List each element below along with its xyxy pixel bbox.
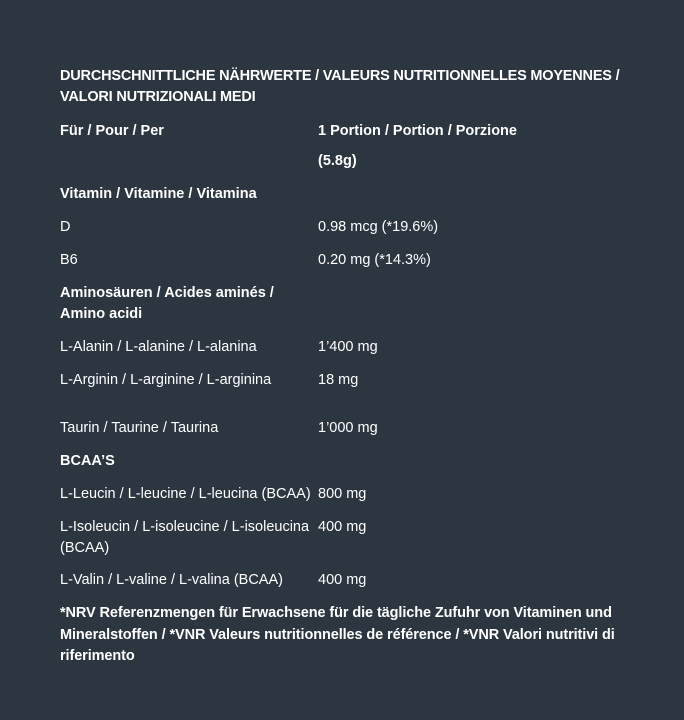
section-amino bbox=[60, 283, 640, 325]
portion-label: 1 Portion / Portion / Porzione bbox=[318, 123, 517, 139]
nutrient-row-isoleucin bbox=[60, 517, 640, 559]
section-vitamin bbox=[60, 184, 640, 205]
nutrient-name: L-Arginin / L-arginine / L-arginina bbox=[60, 372, 272, 388]
section-amino-label: Aminosäuren / Acides aminés / Amino acidi bbox=[60, 285, 274, 322]
nutrient-name: L-Alanin / L-alanine / L-alanina bbox=[60, 339, 257, 355]
nutrient-value: 0.98 mcg (*19.6%) bbox=[318, 219, 439, 235]
nutrient-row-leucin bbox=[60, 484, 640, 505]
per-label: Für / Pour / Per bbox=[60, 123, 164, 139]
section-bcaa bbox=[60, 451, 640, 472]
nutrient-name: B6 bbox=[60, 252, 78, 268]
nutrient-name: L-Isoleucin / L-isoleucine / L-isoleucina (BCAA) bbox=[60, 519, 310, 556]
nutrient-row-arginin bbox=[60, 370, 640, 391]
nutrient-value: 400 mg bbox=[318, 572, 367, 588]
nutrient-name: Taurin / Taurine / Taurina bbox=[60, 420, 219, 436]
portion-weight: (5.8g) bbox=[318, 153, 357, 169]
nutrient-value: 400 mg bbox=[318, 519, 367, 535]
nutrient-value: 1’400 mg bbox=[318, 339, 378, 355]
section-vitamin-label: Vitamin / Vitamine / Vitamina bbox=[60, 186, 257, 202]
nutrient-row-taurin bbox=[60, 418, 640, 439]
nutrient-value: 1’000 mg bbox=[318, 420, 378, 436]
nutrient-row-d bbox=[60, 217, 640, 238]
nutrient-value: 800 mg bbox=[318, 486, 367, 502]
nutrient-name: L-Leucin / L-leucine / L-leucina (BCAA) bbox=[60, 486, 311, 502]
nutrient-row-valin bbox=[60, 570, 640, 591]
portion-weight-row bbox=[60, 151, 640, 172]
header-row bbox=[60, 121, 640, 142]
nutrient-name: L-Valin / L-valine / L-valina (BCAA) bbox=[60, 572, 283, 588]
nutrient-value: 0.20 mg (*14.3%) bbox=[318, 252, 431, 268]
nutrient-name: D bbox=[60, 219, 71, 235]
nrv-footnote: *NRV Referenzmengen für Erwachsene für die tägliche Zufuhr von Vitaminen und Mineralstoffen / *VNR Valeurs nutritionnelles de référence / *VNR Valori nutritivi di riferimento bbox=[60, 605, 615, 664]
section-bcaa-label: BCAA’S bbox=[60, 453, 115, 469]
nutrition-heading: DURCHSCHNITTLICHE NÄHRWERTE / VALEURS NUTRITIONNELLES MOYENNES / VALORI NUTRIZIONALI MEDI bbox=[60, 68, 620, 105]
nutrient-value: 18 mg bbox=[318, 372, 359, 388]
nutrition-panel bbox=[60, 66, 640, 668]
nutrient-row-b6 bbox=[60, 250, 640, 271]
nutrient-row-alanin bbox=[60, 337, 640, 358]
